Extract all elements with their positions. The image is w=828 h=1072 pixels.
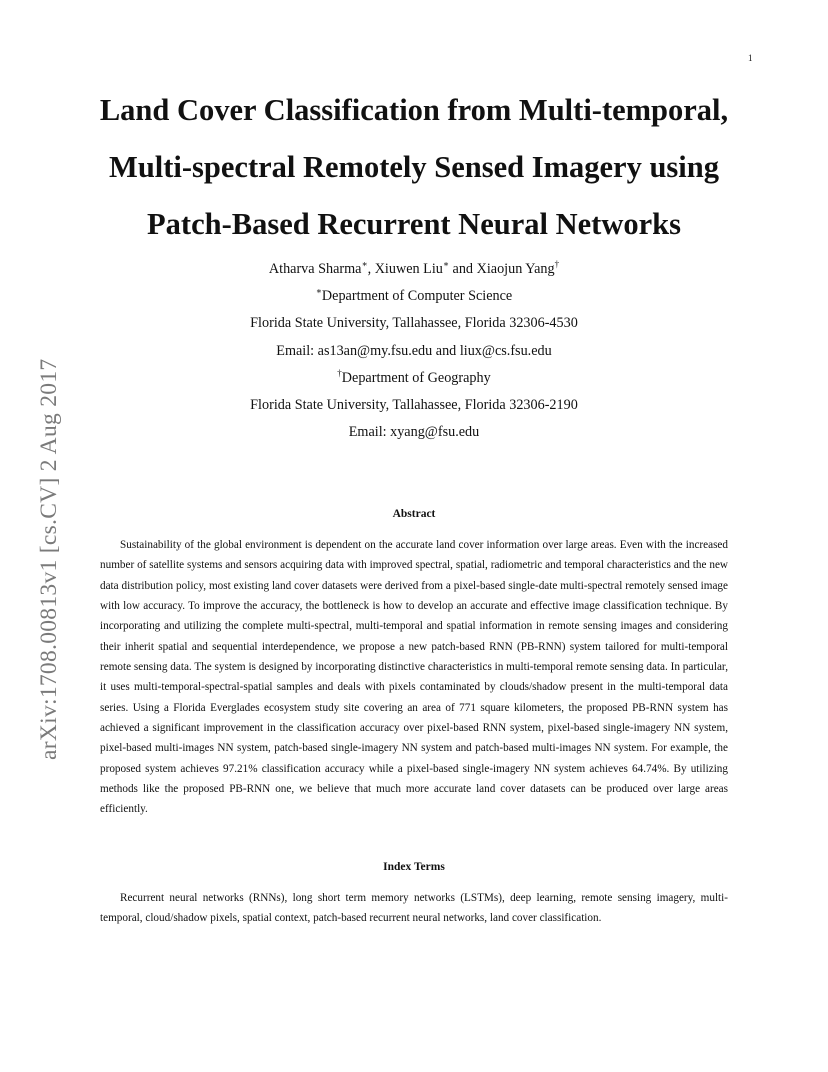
author-affiliation-block [100,258,728,448]
cs-department [100,285,728,312]
page-number: 1 [748,53,753,63]
author-name: Xiaojun Yang [476,261,555,277]
cs-university: Florida State University, Tallahassee, Florida 32306-4530 [250,315,578,332]
title-line-1: Land Cover Classification from Multi-temporal, [99,93,729,127]
author-separator: , [367,261,375,277]
affiliation-mark: ∗ [361,259,368,269]
author-name: Xiuwen Liu [374,261,443,277]
affiliation-mark: † [554,259,560,269]
index-terms-text: Recurrent neural networks (RNNs), long short term memory networks (LSTMs), deep learning, remote sensing imagery, multi-temporal, cloud/shadow pixels, spatial context, patch-based recurrent neural networks, land cover classification. [100,892,728,925]
title-line-3: Patch-Based Recurrent Neural Networks [147,207,681,241]
geography-department [100,367,728,394]
author-separator: and [448,261,477,277]
paper-title [30,82,798,253]
title-line-2: Multi-spectral Remotely Sensed Imagery using [109,150,719,184]
affiliation-mark: † [337,367,342,378]
cs-email: Email: as13an@my.fsu.edu and liux@cs.fsu.edu [276,342,552,359]
author-list [100,258,728,285]
geography-university: Florida State University, Tallahassee, Florida 32306-2190 [250,396,578,413]
affiliation-mark: ∗ [315,286,322,297]
department-name: Department of Geography [341,369,491,386]
geography-email: Email: xyang@fsu.edu [348,424,480,441]
affiliation-mark: ∗ [442,259,449,269]
index-terms-heading: Index Terms [383,861,445,873]
author-name: Atharva Sharma [268,261,362,277]
department-name: Department of Computer Science [321,288,513,305]
abstract-text: Sustainability of the global environment is dependent on the accurate land cover information over large areas. Even with the increased number of satellite systems and sensors acquiring data with improved spectral, spatial, radiometric and temporal characteristics and the new data distribution policy, most existing land cover datasets were derived from a pixel-based single-date multi-spectral remotely sensed image with low accuracy. To improve the accuracy, the bottleneck is how to develop an accurate and effective image classification technique. By incorporating and utilizing the complete multi-spectral, multi-temporal and spatial information in remote sensing images and considering their inherit spatial and sequential interdependence, we propose a new patch-based RNN (PB-RNN) system tailored for multi-temporal remote sensing data. The system is designed by incorporating distinctive characteristics in multi-temporal remote sensing data. In particular, it uses multi-temporal-spectral-spatial samples and deals with pixels contaminated by clouds/shadow present in the multi-temporal data series. Using a Florida Everglades ecosystem study site covering an area of 771 square kilometers, the proposed PB-RNN system has achieved a significant improvement in the classification accuracy over pixel-based RNN system, pixel-based single-imagery NN system, pixel-based multi-images NN system, patch-based single-imagery NN system and patch-based multi-images NN system. For example, the proposed system achieves 97.21% classification accuracy while a pixel-based single-imagery NN system achieves 64.74%. By utilizing methods like the proposed PB-RNN one, we believe that much more accurate land cover datasets can be produced over large areas efficiently. [100,539,728,816]
abstract-heading: Abstract [392,508,436,520]
arxiv-identifier-stamp: arXiv:1708.00813v1 [cs.CV] 2 Aug 2017 [36,358,62,760]
